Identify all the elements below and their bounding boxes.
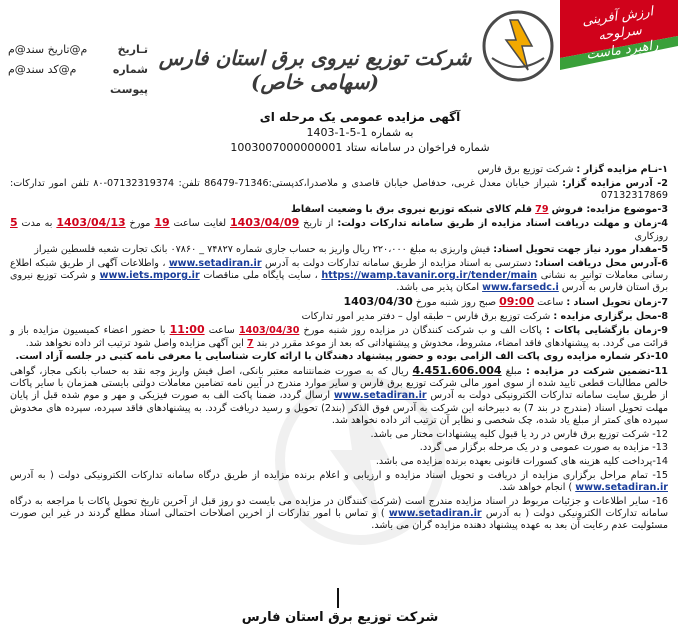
item-8 bbox=[10, 311, 668, 323]
item-text: از تاریخ bbox=[303, 218, 334, 230]
item-label: 7-زمان تحویل اسناد : bbox=[566, 297, 668, 309]
item-text: قلم کالای شبکه توزیع نیروی برق با وضعیت اسقاط bbox=[290, 203, 533, 215]
item-text: ، واطلاعات آگهی از طریق شبکه اطلاع رسانی معاملات توانیر به نشانی bbox=[10, 257, 668, 282]
meta-label: تـاریخ bbox=[117, 43, 148, 56]
item-label: 8-محل برگزاری مزایده : bbox=[553, 310, 668, 322]
item-14: 14-پرداخت کلیه هزینه های کسورات قانونی بعهده برنده مزایده می باشد. bbox=[375, 455, 668, 467]
item-text: ) انجام خواهد شد. bbox=[499, 481, 573, 493]
item-text: صبح روز شنبه مورخ bbox=[415, 297, 497, 309]
item-13: 13- مزایده به صورت عمومی و در یک مرحله برگزار می گردد. bbox=[419, 442, 668, 454]
announcement-title: آگهی مزایده عمومی یک مرحله ای bbox=[259, 110, 461, 124]
item-text: 16- سایر اطلاعات و جزئیات مربوط در اسناد مزایده مندرج است (شرکت کنندگان در مزایده می بایست دو روز قبل از آخرین تاریخ تحویل پاکات با مراجعه به درگاه سامانه تدارکات الکترونیکی دولت ( به آدرس bbox=[10, 495, 668, 519]
signature-divider bbox=[337, 588, 339, 608]
end-date: 1403/04/13 bbox=[56, 216, 126, 230]
item-text: مبلغ bbox=[505, 366, 522, 378]
item-text: با حضور اعضاء کمیسیون مزایده باز و قرائت می گردد. به پیشنهادهای فاقد امضاء، مشروط، مخدوش و پیشنهاداتی که بعد از موعد مقرر در بند bbox=[10, 325, 668, 349]
item-text: ساعت bbox=[537, 297, 564, 309]
item-text: لغایت ساعت bbox=[173, 218, 227, 230]
document-meta bbox=[8, 40, 148, 100]
item-3 bbox=[10, 204, 668, 216]
item-label: 4-زمان و مهلت دریافت اسناد مزایده از طریق سامانه تدارکات دولت: bbox=[337, 218, 668, 230]
item-text: ساعت bbox=[208, 325, 235, 337]
duration-days: 5 bbox=[10, 216, 18, 230]
slogan-line-1: ارزش آفرینی سرلوحه bbox=[581, 4, 655, 44]
slogan-line-2: راهبرد ماست bbox=[585, 37, 660, 63]
item-quantity: 79 bbox=[535, 203, 549, 215]
auction-number: به شماره 1-5-1-1403 bbox=[306, 126, 414, 139]
item-text: شرکت توزیع برق فارس – طبقه اول – دفتر مدیر امور تدارکات bbox=[301, 310, 551, 322]
item-16 bbox=[10, 496, 668, 533]
meta-attachment-row bbox=[8, 80, 148, 100]
tavanir-link[interactable]: https://wamp.tavanir.org.ir/tender/main bbox=[321, 270, 538, 282]
item-label: 11-تضمین شرکت در مزایده : bbox=[525, 366, 668, 378]
item-text: پاکات الف و ب شرکت کنندگان در مزایده روز شنبه مورخ bbox=[303, 325, 542, 337]
item-text: ریال که به صورت ضمانتنامه معتبر بانکی، اصل فیش واریز وجه نقد به حساب بانکی مجاز، گواهی خالص مطالبات قطعی تایید شده از سوی امور مالی شرکت توزیع برق فارس و سایر موارد مندرج در آیین نامه تضامین معاملات دولتی بایستی همزمان با سایر پاکات از طریق سایت سامانه تدارکات الکترونیکی دولت به آدرس bbox=[10, 366, 668, 402]
item-4 bbox=[10, 217, 668, 242]
item-12: 12- شرکت توزیع برق فارس در رد یا قبول کلیه پیشنهادات مختار می باشد. bbox=[370, 428, 668, 440]
delivery-hour: 09:00 bbox=[499, 295, 535, 309]
item-text: امکان پذیر می باشد. bbox=[396, 282, 480, 294]
announcement-title-block bbox=[190, 110, 530, 155]
meta-number-row bbox=[8, 60, 148, 80]
setadiran-link[interactable]: www.setadiran.ir bbox=[168, 257, 262, 269]
setadiran-link[interactable]: www.setadiran.ir bbox=[388, 507, 482, 519]
item-7 bbox=[10, 296, 668, 309]
item-text: 15- تمام مراحل برگزاری مزایده از دریافت و تحویل اسناد مزایده و ارزیابی و اعلام برنده مزایده از طریق درگاه سامانه تدارکات الکترونیکی دولت ( به آدرس bbox=[10, 469, 668, 481]
item-label: 2- آدرس مزایده گزار: bbox=[562, 177, 668, 189]
meta-value: م@کد سند@م bbox=[8, 63, 77, 76]
clause-number: 7 bbox=[246, 337, 254, 349]
item-text: این آگهی مزایده واصل شود ترتیب اثر داده نخواهد شد. bbox=[25, 337, 244, 349]
iets-link[interactable]: www.iets.mporg.ir bbox=[99, 270, 200, 282]
item-text: به مدت bbox=[21, 218, 53, 230]
footer-company: شرکت توزیع برق استان فارس bbox=[241, 610, 439, 625]
delivery-date: 1403/04/30 bbox=[343, 295, 413, 309]
item-text: دسترسی به اسناد مزایده از طریق سامانه تدارکات دولت به آدرس bbox=[264, 257, 532, 269]
meta-date-row bbox=[8, 40, 148, 60]
item-2 bbox=[10, 178, 668, 202]
call-number: شماره فراخوان در سامانه ستاد 1003007000000001 bbox=[230, 141, 490, 154]
item-text: ارسال گردد، ضمنا پاکت الف به صورت فیزیکی و مهر و موم شده قبل از پایان مهلت تحویل اسناد (مندرج در بند 7) به دبیرخانه این شرکت به آدرس فوق الذکر (بند2) تحویل و رسید دریافت گردد. به پیشنهادهای فاقد سپرده، سپرده های مخدوش سپرده های کمتر از مبلغ یاد شده، چک شخصی و نظایر آن ترتیب اثر داده نخواهد شد. bbox=[10, 390, 668, 426]
item-text: ) و تماس با امور تدارکات از اخرین اصلاحات احتمالی اسناد مطلع گردند در غیر این صورت مسئولیت عدم رعایت آن بعد به عهده پیشنهاد دهنده مزایده گران می باشد. bbox=[10, 507, 668, 531]
item-text: شرکت توزیع برق فارس bbox=[477, 164, 574, 175]
item-label: 6-آدرس محل دریافت اسناد: bbox=[534, 257, 668, 269]
item-10: 10-ذکر شماره مزایده روی پاکت الف الزامی بوده و حضور پیشنهاد دهندگان با ارائه کارت شناسایی یا معرفی نامه کتبی در جلسه آزاد است. bbox=[15, 351, 668, 363]
farsedc-link[interactable]: www.farsedc.i bbox=[482, 282, 559, 294]
start-date: 1403/04/09 bbox=[229, 216, 300, 230]
item-text: ، سایت پایگاه ملی مناقصات bbox=[203, 270, 318, 282]
item-15 bbox=[10, 470, 668, 494]
item-label: 9-زمان بازگشایی پاکات : bbox=[545, 325, 668, 337]
setadiran-link[interactable]: www.setadiran.ir bbox=[575, 481, 668, 493]
meta-label: پیوست bbox=[110, 83, 148, 96]
company-logo bbox=[478, 6, 558, 86]
guarantee-amount: 4.451.606.004 bbox=[412, 364, 502, 378]
announcement-body bbox=[10, 164, 668, 534]
meta-value: م@تاريخ سند@م bbox=[8, 43, 88, 56]
item-text: شیراز خیابان معدل غربی، حدفاصل خیابان قاصدی و ملاصدرا،کدپستی:71346-86479 تلفن: 07132319374-۸۰ تلفن امور تدارکات: 07132317869 bbox=[10, 177, 668, 201]
item-text: مورخ bbox=[129, 218, 151, 230]
item-label: 5-مقدار مورد نیاز جهت تحویل اسناد: bbox=[493, 244, 668, 256]
item-1 bbox=[10, 164, 668, 176]
setadiran-link[interactable]: www.setadiran.ir bbox=[333, 390, 427, 402]
meta-label: شماره bbox=[112, 63, 148, 76]
opening-hour: 11:00 bbox=[169, 323, 205, 337]
item-6 bbox=[10, 258, 668, 295]
item-label: 3-موضوع مزایده: فروش bbox=[551, 203, 668, 215]
item-11 bbox=[10, 365, 668, 427]
item-9 bbox=[10, 324, 668, 349]
item-text: فیش واریزی به مبلغ ۲۲۰،۰۰۰ ریال واریز به حساب جاری شماره ۷۴۸۲۷ _ ۰۷۸۶۰ بانک تجارت شعبه فلسطین شیراز bbox=[34, 244, 491, 256]
item-5 bbox=[10, 244, 668, 256]
company-name: شرکت توزیع نیروی برق استان فارس (سهامی خاص) bbox=[158, 46, 472, 94]
item-label: ۱-نـام مزایده گزار : bbox=[576, 164, 668, 175]
opening-date: 1403/04/30 bbox=[238, 325, 300, 337]
item-text: و شرکت توزیع نیروی برق استان فارس به آدرس bbox=[10, 270, 668, 294]
item-text: روزکاری bbox=[634, 230, 668, 242]
deadline-hour: 19 bbox=[154, 216, 170, 230]
